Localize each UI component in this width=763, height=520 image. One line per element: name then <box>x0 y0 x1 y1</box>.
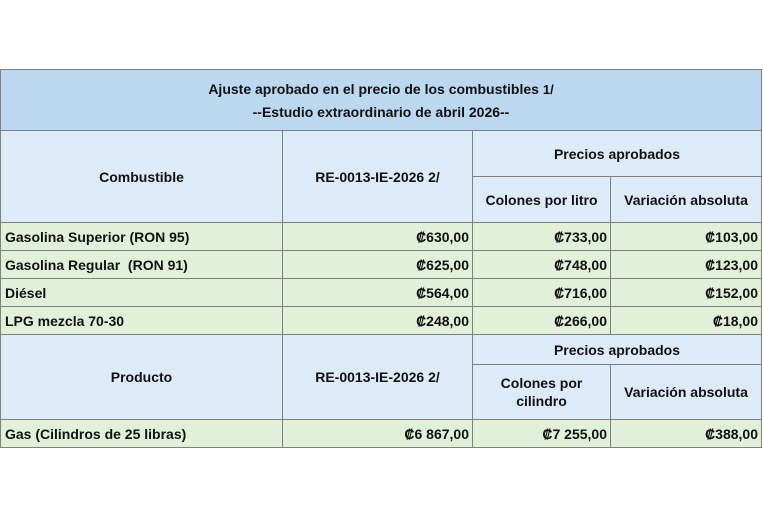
absolute-variation: ₡18,00 <box>611 307 762 335</box>
re-price: ₡564,00 <box>283 279 473 307</box>
fuel-name: Gasolina Regular (RON 91) <box>1 251 283 279</box>
fuel-price-table <box>0 69 762 448</box>
approved-price: ₡748,00 <box>473 251 611 279</box>
absolute-variation: ₡103,00 <box>611 223 762 251</box>
approved-price: ₡7 255,00 <box>473 420 611 448</box>
fuel-name: LPG mezcla 70-30 <box>1 307 283 335</box>
absolute-variation: ₡388,00 <box>611 420 762 448</box>
title-note: 1/ <box>542 81 554 97</box>
header-re-1: RE-0013-IE-2026 2/ <box>283 131 473 223</box>
header-colones-cilindro: Colones por cilindro <box>473 365 611 420</box>
header-producto: Producto <box>1 335 283 420</box>
header-variacion-2: Variación absoluta <box>611 365 762 420</box>
table-row <box>1 251 762 279</box>
title-line2: --Estudio extraordinario de abril 2026-- <box>252 103 510 120</box>
re-price: ₡6 867,00 <box>283 420 473 448</box>
approved-price: ₡266,00 <box>473 307 611 335</box>
table-row <box>1 279 762 307</box>
table-row <box>1 223 762 251</box>
approved-price: ₡733,00 <box>473 223 611 251</box>
header-variacion-1: Variación absoluta <box>611 177 762 223</box>
re-price: ₡248,00 <box>283 307 473 335</box>
table-row <box>1 420 762 448</box>
absolute-variation: ₡123,00 <box>611 251 762 279</box>
approved-price: ₡716,00 <box>473 279 611 307</box>
header-precios-aprobados-1: Precios aprobados <box>473 131 762 177</box>
product-name: Gas (Cilindros de 25 libras) <box>1 420 283 448</box>
header-combustible: Combustible <box>1 131 283 223</box>
absolute-variation: ₡152,00 <box>611 279 762 307</box>
fuel-name: Diésel <box>1 279 283 307</box>
re-price: ₡625,00 <box>283 251 473 279</box>
re-price: ₡630,00 <box>283 223 473 251</box>
title-line1: Ajuste aprobado en el precio de los combustibles <box>208 80 539 97</box>
fuel-name: Gasolina Superior (RON 95) <box>1 223 283 251</box>
table-row <box>1 307 762 335</box>
header-re-2: RE-0013-IE-2026 2/ <box>283 335 473 420</box>
table-title <box>1 70 762 131</box>
header-precios-aprobados-2: Precios aprobados <box>473 335 762 365</box>
header-colones-litro: Colones por litro <box>473 177 611 223</box>
